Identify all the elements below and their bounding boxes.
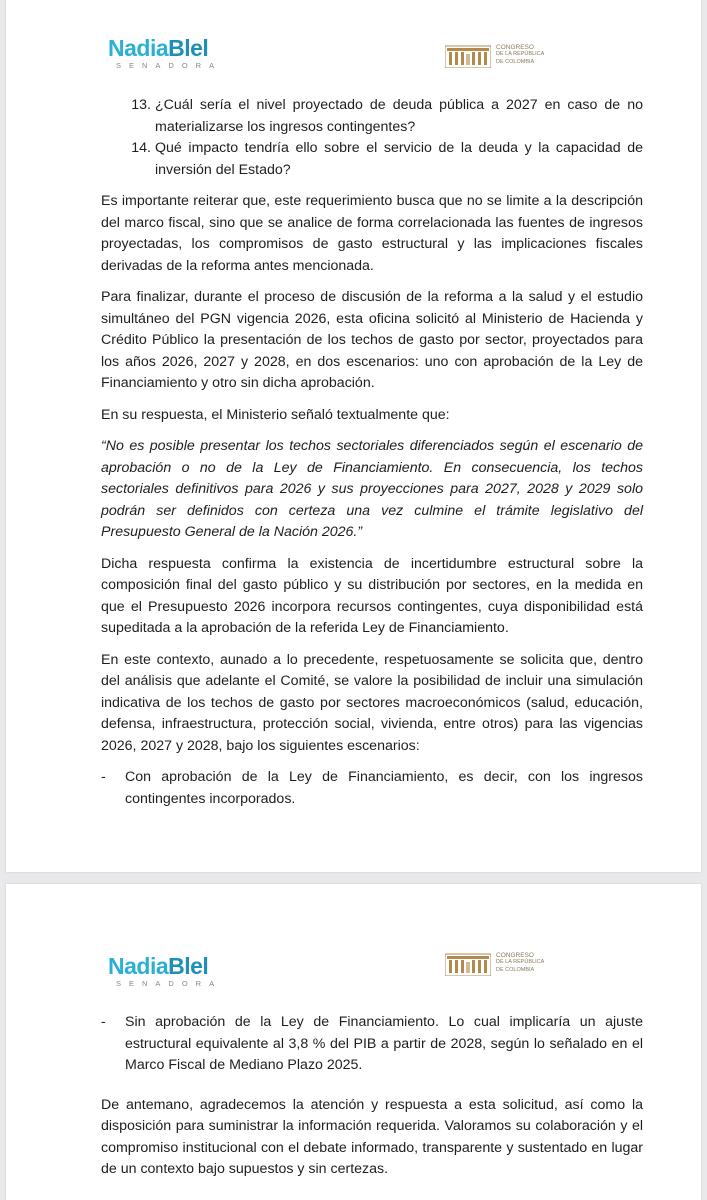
logo-wordmark: NadiaBlel [108, 35, 209, 61]
paragraph-thanks: De antemano, agradecemos la atención y respuesta a esta solicitud, así como la disposición para suministrar la información requerida. Valoramos su colaboración y el compromiso institucional con el debate informado, transparente y sustentado en lugar de un contexto bajo supuestos y sin certezas. [101, 1096, 643, 1177]
paragraph-uncertainty: Dicha respuesta confirma la existencia de incertidumbre estructural sobre la composición final del gasto público y su distribución por sectores, en la medida en que el Presupuesto 2026 incorpora recursos contingentes, cuya disponibilidad está supeditada a la aprobación de la referida Ley de Financiamiento. [101, 555, 643, 636]
list-item: 14. Qué impacto tendría ello sobre el servicio de la deuda y la capacidad de inversión del Estado? [101, 138, 643, 181]
paragraph-request: En este contexto, aunado a lo precedente, respetuosamente se solicita que, dentro del análisis que adelante el Comité, se valore la posibilidad de incluir una simulación indicativa de los techos de gasto por sectores macroeconómicos (salud, educación, defensa, infraestructura, protección social, vivienda, entre otros) para las vigencias 2026, 2027 y 2028, bajo los siguientes escenarios: [101, 651, 643, 754]
document-page-2 [6, 884, 701, 1200]
congreso-logo [445, 950, 544, 976]
nadia-blel-logo [108, 954, 222, 988]
scenario-without-law: Sin aprobación de la Ley de Financiamiento. Lo cual implicaría un ajuste estructural equivalente al 3,8 % del PIB a partir de 2028, según lo señalado en el Marco Fiscal de Mediano Plazo 2025. [125, 1014, 643, 1073]
congreso-logo [445, 42, 544, 68]
list-item: - Sin aprobación de la Ley de Financiamiento. Lo cual implicaría un ajuste estructural equivalente al 3,8 % del PIB a partir de 2028, según lo señalado en el Marco Fiscal de Mediano Plazo 2025. [101, 1012, 643, 1077]
logo-subtitle: SENADORA [116, 61, 223, 70]
logo-subtitle: SENADORA [116, 979, 223, 988]
congreso-text: CONGRESO DE LA REPÚBLICA DE COLOMBIA [496, 951, 545, 973]
ministry-quote: “No es posible presentar los techos sectoriales diferenciados según el escenario de aprobación o no de la Ley de Financiamiento. En consecuencia, los techos sectoriales definitivos para 2026 y sus proyecciones para 2027, 2028 y 2029 solo podrán ser definidos con certeza una vez culmine el trámite legislativo del Presupuesto General de la Nación 2026.” [101, 438, 643, 540]
logo-wordmark: NadiaBlel [108, 953, 209, 979]
paragraph-response-intro: En su respuesta, el Ministerio señaló textualmente que: [101, 406, 450, 423]
scenario-with-law: Con aprobación de la Ley de Financiamiento, es decir, con los ingresos contingentes incorporados. [125, 769, 643, 807]
capitol-building-icon [445, 950, 491, 976]
capitol-building-icon [445, 42, 491, 68]
question-list [101, 95, 643, 181]
list-item: 13. ¿Cuál sería el nivel proyectado de deuda pública a 2027 en caso de no materializarse los ingresos contingentes? [101, 95, 643, 138]
paragraph-requirement: Es importante reiterar que, este requerimiento busca que no se limite a la descripción del marco fiscal, sino que se analice de forma correlacionada las fuentes de ingresos proyectadas, los compromisos de gasto estructural y las implicaciones fiscales derivadas de la reforma antes mencionada. [101, 193, 643, 274]
question-13: ¿Cuál sería el nivel proyectado de deuda pública a 2027 en caso de no materializarse los ingresos contingentes? [155, 97, 643, 135]
list-item: - Con aprobación de la Ley de Financiamiento, es decir, con los ingresos contingentes incorporados. [101, 767, 643, 810]
document-page-1 [6, 0, 701, 872]
paragraph-finalize: Para finalizar, durante el proceso de discusión de la reforma a la salud y el estudio simultáneo del PGN vigencia 2026, esta oficina solicitó al Ministerio de Hacienda y Crédito Público la presentación de los techos de gasto por sector, proyectados para los años 2026, 2027 y 2028, en dos escenarios: uno con aprobación de la Ley de Financiamiento y otro sin dicha aprobación. [101, 289, 643, 391]
nadia-blel-logo [108, 36, 222, 70]
page-2-body [101, 1012, 643, 1191]
congreso-text: CONGRESO DE LA REPÚBLICA DE COLOMBIA [496, 43, 545, 65]
page-1-body [101, 95, 643, 820]
question-14: Qué impacto tendría ello sobre el servicio de la deuda y la capacidad de inversión del Estado? [155, 140, 643, 178]
